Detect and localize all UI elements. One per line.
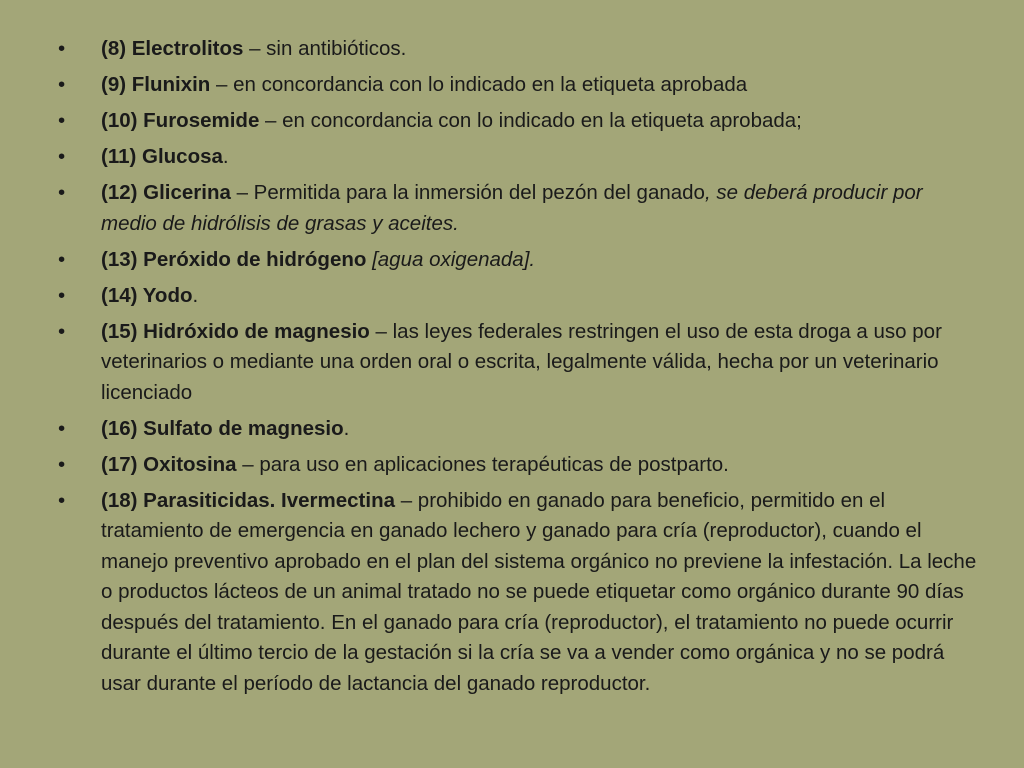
bullet-item <box>58 142 984 173</box>
item-text: . <box>222 145 229 168</box>
item-heading: (17) Oxitosina <box>101 452 237 476</box>
bullet-item <box>58 106 984 137</box>
item-text: – Permitida para la inmersión del pezón del ganado <box>230 181 705 204</box>
item-text: . <box>192 283 199 307</box>
bullet-dot: • <box>58 452 66 476</box>
item-heading: (14) Yodo <box>101 283 193 307</box>
bullet-dot: • <box>58 109 66 132</box>
bullet-dot: • <box>58 247 66 271</box>
bullet-item <box>58 317 984 409</box>
item-heading: (9) Flunixin <box>101 73 217 96</box>
item-note: , se deberá producir por medio de hidrólisis de grasas y aceites. <box>101 181 923 235</box>
item-heading: (15) Hidróxido de magnesio <box>101 319 370 343</box>
item-text: – para uso en aplicaciones terapéuticas de postparto. <box>236 452 729 476</box>
item-text: – las leyes federales restringen el uso de esta droga a uso por veterinarios o mediante una orden oral o escrita, legalmente válida, hecha por un veterinario licenciado <box>101 319 942 404</box>
item-heading: (8) Electrolitos <box>101 37 244 60</box>
bullet-item <box>58 178 984 239</box>
bullet-dot: • <box>58 283 66 307</box>
bullet-item <box>58 245 984 276</box>
bullet-dot: • <box>58 37 66 60</box>
bullet-dot: • <box>58 181 66 204</box>
item-text: . <box>343 416 350 440</box>
bullet-item <box>58 34 984 65</box>
item-text: – prohibido en ganado para beneficio, permitido en el tratamiento de emergencia en ganado lechero y ganado para cría (reproductor), cuando el manejo preventivo aprobado en el plan del sistema orgánico no previene la infestación. La leche o productos lácteos de un animal tratado no se puede etiquetar como orgánico durante 90 días después del tratamiento. En el ganado para cría (reproductor), el tratamiento no puede ocurrir durante el último tercio de la gestación si la cría se va a vender como orgánica y no se podrá usar durante el período de lactancia del ganado reproductor. <box>101 488 977 695</box>
item-heading: (12) Glicerina <box>101 181 231 204</box>
item-note: [agua oxigenada]. <box>366 247 536 271</box>
bullet-list <box>58 34 984 699</box>
bullet-dot: • <box>58 319 66 343</box>
item-text: – sin antibióticos. <box>243 37 407 60</box>
item-heading: (18) Parasiticidas. Ivermectina <box>101 488 395 512</box>
bullet-dot: • <box>58 488 66 512</box>
item-heading: (11) Glucosa <box>101 145 223 168</box>
bullet-item <box>58 450 984 481</box>
bullet-dot: • <box>58 416 66 440</box>
bullet-dot: • <box>58 145 66 168</box>
bullet-item <box>58 486 984 700</box>
bullet-item <box>58 281 984 312</box>
bullet-dot: • <box>58 73 66 96</box>
item-text: – en concordancia con lo indicado en la etiqueta aprobada <box>216 73 748 96</box>
bullet-item <box>58 414 984 445</box>
item-heading: (13) Peróxido de hidrógeno <box>101 247 367 271</box>
bullet-item <box>58 70 984 101</box>
item-heading: (10) Furosemide <box>101 109 260 132</box>
item-text: – en concordancia con lo indicado en la etiqueta aprobada; <box>259 109 802 132</box>
item-heading: (16) Sulfato de magnesio <box>101 416 344 440</box>
